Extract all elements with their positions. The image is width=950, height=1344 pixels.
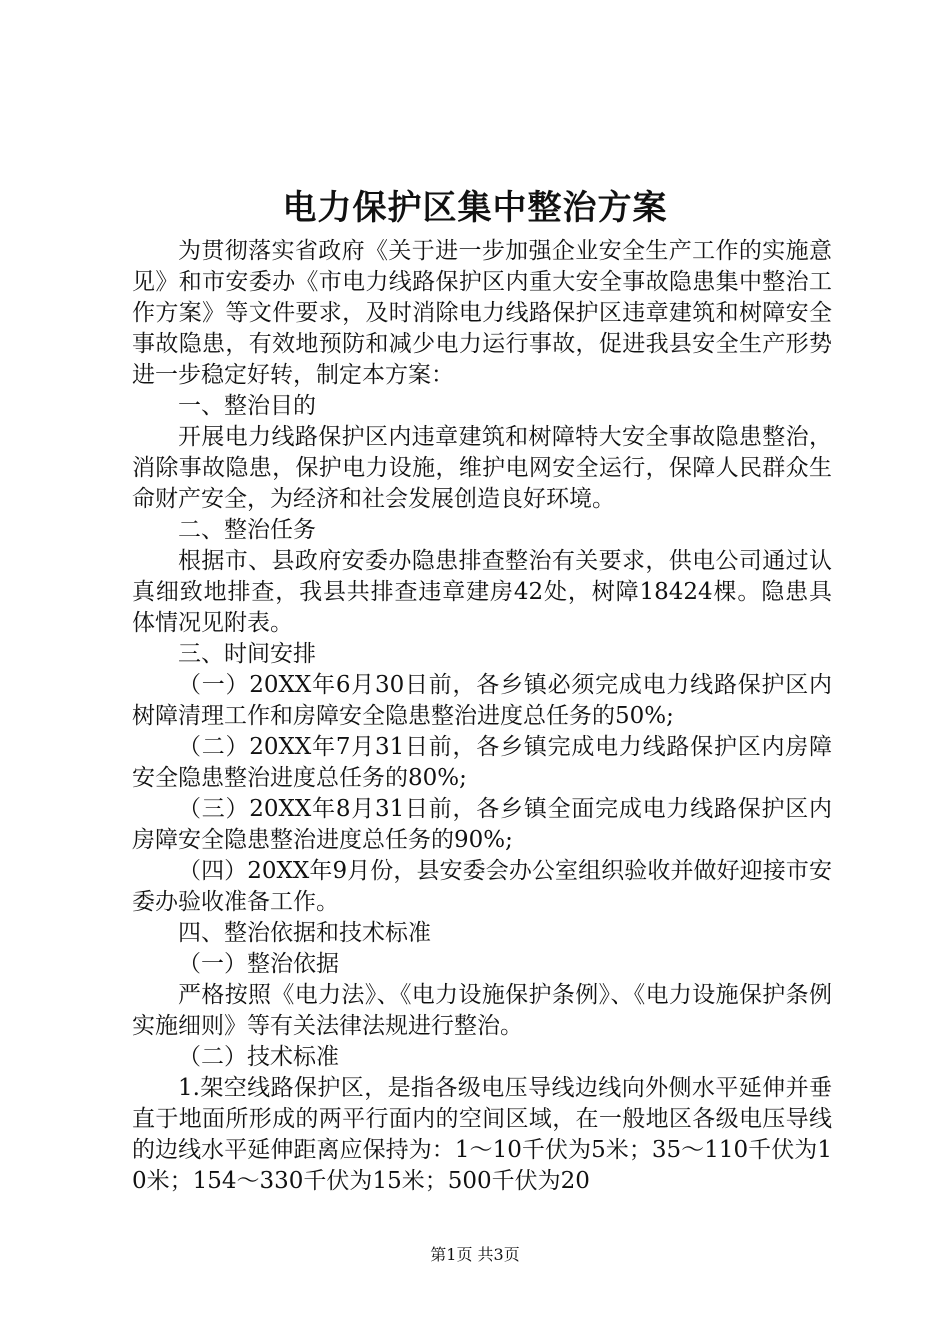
subheading-standards: （二）技术标准 — [178, 1044, 339, 1070]
paragraph-tasks: 根据市、县政府安委办隐患排查整治有关要求，供电公司通过认真细致地排查，我县共排查违章建房42处，树障18424棵。隐患具体情况见附表。 — [132, 548, 832, 636]
paragraph-schedule-1: （一）20XX年6月30日前，各乡镇必须完成电力线路保护区内树障清理工作和房障安全隐患整治进度总任务的50%; — [132, 672, 832, 729]
paragraph-schedule-3: （三）20XX年8月31日前，各乡镇全面完成电力线路保护区内房障安全隐患整治进度总任务的90%; — [132, 796, 832, 853]
heading-basis-standards: 四、整治依据和技术标准 — [178, 920, 431, 946]
paragraph-purpose: 开展电力线路保护区内违章建筑和树障特大安全事故隐患整治，消除事故隐患，保护电力设施，维护电网安全运行，保障人民群众生命财产安全，为经济和社会发展创造良好环境。 — [132, 424, 832, 512]
page-footer: 第1页 共3页 — [430, 1245, 520, 1264]
paragraph-basis: 严格按照《电力法》、《电力设施保护条例》、《电力设施保护条例实施细则》等有关法律法规进行整治。 — [132, 982, 832, 1039]
document-title: 电力保护区集中整治方案 — [282, 188, 668, 228]
paragraph-intro: 为贯彻落实省政府《关于进一步加强企业安全生产工作的实施意见》和市安委办《市电力线路保护区内重大安全事故隐患集中整治工作方案》等文件要求，及时消除电力线路保护区违章建筑和树障安全事故隐患，有效地预防和减少电力运行事故，促进我县安全生产形势进一步稳定好转，制定本方案： — [132, 238, 832, 388]
paragraph-schedule-4: （四）20XX年9月份，县安委会办公室组织验收并做好迎接市安委办验收准备工作。 — [132, 858, 832, 915]
document-body — [132, 236, 832, 1197]
paragraph-standards-1: 1.架空线路保护区，是指各级电压导线边线向外侧水平延伸并垂直于地面所形成的两平行面内的空间区域，在一般地区各级电压导线的边线水平延伸距离应保持为：1～10千伏为5米；35～110千伏为10米；154～330千伏为15米；500千伏为20 — [132, 1075, 832, 1194]
subheading-basis: （一）整治依据 — [178, 951, 339, 977]
paragraph-schedule-2: （二）20XX年7月31日前，各乡镇完成电力线路保护区内房障安全隐患整治进度总任务的80%; — [132, 734, 832, 791]
heading-purpose: 一、整治目的 — [178, 393, 316, 419]
heading-schedule: 三、时间安排 — [178, 641, 316, 667]
heading-tasks: 二、整治任务 — [178, 517, 316, 543]
